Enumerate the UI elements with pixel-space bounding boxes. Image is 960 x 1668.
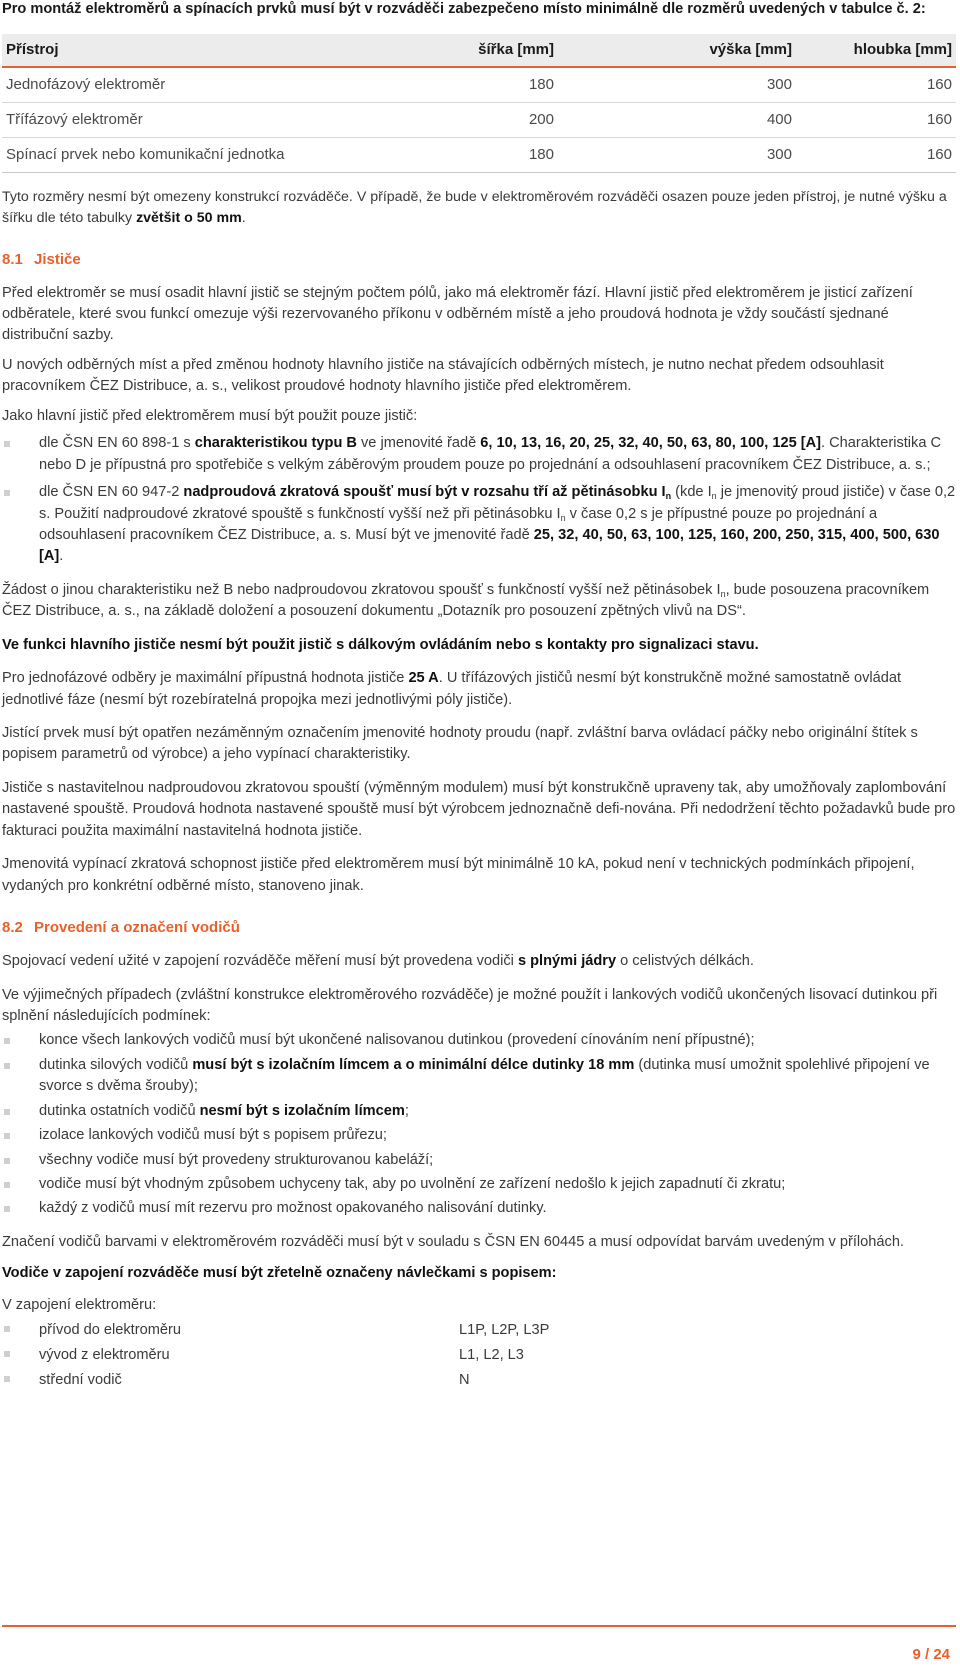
paragraph: Jako hlavní jistič před elektroměrem musí být použit pouze jistič:: [2, 407, 418, 424]
paragraph: V zapojení elektroměru:: [2, 1296, 157, 1313]
paragraph: Pro jednofázové odběry je maximální přípustná hodnota jističe 25 A. U třífázových jističů nesmí být konstrukčně možné samostatně ovládat jednotlivé fáze (nesmí být rozebíratelná propojka mezi jednotlivými póly jističe).: [2, 670, 902, 708]
page-number: 9 / 24: [912, 1646, 950, 1663]
paragraph: Spojovací vedení užité v zapojení rozváděče měření musí být provedena vodiči s plnými jádry o celistvých délkách.: [2, 953, 754, 970]
wiring-row: [2, 1318, 956, 1343]
list-item: dutinka silových vodičů musí být s izolačním límcem a o minimální délce dutinky 18 mm (dutinka musí umožnit spolehlivé připojení ve svorce s dvěma šrouby);: [2, 1055, 956, 1098]
list-item: všechny vodiče musí být provedeny strukturovanou kabeláží;: [2, 1150, 956, 1171]
section-heading-8-2: 8.2 Provedení a označení vodičů: [2, 919, 240, 937]
paragraph-bold: Ve funkci hlavního jističe nesmí být použit jistič s dálkovým ovládáním nebo s kontakty pro signalizaci stavu.: [2, 636, 759, 653]
cell-width: 200: [440, 102, 558, 137]
paragraph-bold: Vodiče v zapojení rozváděče musí být zřetelně označeny návlečkami s popisem:: [2, 1265, 557, 1282]
paragraph: Ve výjimečných případech (zvláštní konstrukce elektroměrového rozváděče) je možné použít i lankových vodičů ukončených lisovací dutinkou při splnění následujících podmínek:: [2, 986, 938, 1024]
footer-divider: [2, 1625, 956, 1627]
list-item: dle ČSN EN 60 898-1 s charakteristikou typu B ve jmenovité řadě 6, 10, 13, 16, 20, 25, 32, 40, 50, 63, 80, 100, 125 [A]. Charakteristika C nebo D je přípustná pro spotřebiče s velkým záběrovým proudem pouze po projednání a odsouhlasení pracovníkem ČEZ Distribuce, a. s.;: [2, 433, 956, 476]
cell-width: 180: [440, 67, 558, 103]
col-header-height: výška [mm]: [558, 34, 796, 67]
paragraph: Jističe s nastavitelnou nadproudovou zkratovou spouští (výměnným modulem) musí být konstrukčně upraveny tak, aby umožňovaly zaplombování nastavené spouště. Proudová hodnota nastavené spouště musí být výrobcem jednoznačně defi-nována. Při nedodržení těchto požadavků bude pro fakturaci použita maximální nastavitelná hodnota jističe.: [2, 779, 956, 839]
intro-text: Pro montáž elektroměrů a spínacích prvků musí být v rozváděči zabezpečeno místo minimálně dle rozměrů uvedených v tabulce č. 2:: [2, 1, 926, 17]
paragraph: Značení vodičů barvami v elektroměrovém rozváděči musí být v souladu s ČSN EN 60445 a musí odpovídat barvám uvedeným v přílohách.: [2, 1233, 904, 1250]
paragraph: U nových odběrných míst a před změnou hodnoty hlavního jističe na stávajících odběrných místech, je nutno nechat předem odsouhlasit pracovníkem ČEZ Distribuce, a. s., velikost proudové hodnoty hlavního jističe před elektroměrem.: [2, 356, 884, 395]
cell-height: 400: [558, 102, 796, 137]
cell-device: Spínací prvek nebo komunikační jednotka: [2, 137, 440, 172]
table-row: [2, 67, 956, 103]
section-heading-8-1: 8.1 Jističe: [2, 250, 81, 268]
list-item: konce všech lankových vodičů musí být ukončené nalisovanou dutinkou (provedení cínováním není přípustné);: [2, 1030, 956, 1051]
wiring-value: L1, L2, L3: [459, 1347, 524, 1364]
document-page: [2, 0, 956, 1393]
wiring-value: L1P, L2P, L3P: [459, 1322, 550, 1339]
list-item: dutinka ostatních vodičů nesmí být s izolačním límcem;: [2, 1101, 956, 1122]
wiring-label: střední vodič: [2, 1368, 459, 1393]
table-row: [2, 102, 956, 137]
wiring-label: vývod z elektroměru: [2, 1343, 459, 1368]
cell-device: Třífázový elektroměr: [2, 102, 440, 137]
wiring-value: N: [459, 1372, 470, 1389]
wiring-row: [2, 1343, 956, 1368]
cell-depth: 160: [796, 102, 956, 137]
list-item: každý z vodičů musí mít rezervu pro možnost opakovaného nalisování dutinky.: [2, 1198, 956, 1219]
cell-height: 300: [558, 67, 796, 103]
dimensions-table: [2, 34, 956, 173]
breaker-list: [2, 433, 956, 568]
cell-width: 180: [440, 137, 558, 172]
table-note: Tyto rozměry nesmí být omezeny konstrukcí rozváděče. V případě, že bude v elektroměrovém rozváděči osazen pouze jeden přístroj, je nutné výšku a šířku dle této tabulky zvětšit o 50 mm.: [2, 188, 947, 226]
cell-device: Jednofázový elektroměr: [2, 67, 440, 103]
col-header-device: Přístroj: [2, 34, 440, 67]
wire-conditions-list: [2, 1030, 956, 1220]
wiring-label: přívod do elektroměru: [2, 1318, 459, 1343]
paragraph: Jmenovitá vypínací zkratová schopnost jističe před elektroměrem musí být minimálně 10 kA, pokud není v technických podmínkách připojení, vydaných pro konkrétní odběrné místo, stanoveno jinak.: [2, 856, 915, 894]
cell-depth: 160: [796, 137, 956, 172]
list-item: dle ČSN EN 60 947-2 nadproudová zkratová spoušť musí být v rozsahu tří až pětinásobku $I_n$ (kde $I_n$ je jmenovitý proud jističe) v čase 0,2 s. Použití nadproudové zkratové spouště s funkčností vyšší než při pětinásobku $I_n$ v čase 0,2 s je přípustné pouze po projednání a odsouhlasení pracovníkem ČEZ Distribuce, a. s. Musí být ve jmenovité řadě 25, 32, 40, 50, 63, 100, 125, 160, 200, 250, 315, 400, 500, 630 [A].: [2, 482, 956, 568]
paragraph: Jistící prvek musí být opatřen nezáměnným označením jmenovité hodnoty proudu (např. zvláštní barva ovládací páčky nebo originální štítek s popisem parametrů od výrobce) a jeho vypínací charakteristiky.: [2, 725, 918, 763]
paragraph: Před elektroměr se musí osadit hlavní jistič se stejným počtem pólů, jako má elektroměr fází. Hlavní jistič před elektroměrem je jisticí zařízení odběratele, které svou funkcí omezuje výši rezervovaného příkonu v odběrném místě a jeho proudová hodnota je vždy součástí sjednané distribuční sazby.: [2, 284, 913, 344]
wiring-row: [2, 1368, 956, 1393]
cell-height: 300: [558, 137, 796, 172]
list-item: izolace lankových vodičů musí být s popisem průřezu;: [2, 1125, 956, 1146]
paragraph: Žádost o jinou charakteristiku než B nebo nadproudovou zkratovou spoušť s funkčností vyšší než pětinásobek $I_n$, bude posouzena pracovníkem ČEZ Distribuce, a. s., na základě doložení a posouzení dokumentu „Dotazník pro posouzení zpětných vlivů na DS“.: [2, 581, 930, 620]
wiring-table: [2, 1318, 956, 1393]
col-header-depth: hloubka [mm]: [796, 34, 956, 67]
list-item: vodiče musí být vhodným způsobem uchyceny tak, aby po uvolnění ze zařízení nedošlo k jejich zapadnutí či zkratu;: [2, 1174, 956, 1195]
table-row: [2, 137, 956, 172]
table-header-row: [2, 34, 956, 67]
cell-depth: 160: [796, 67, 956, 103]
col-header-width: šířka [mm]: [440, 34, 558, 67]
